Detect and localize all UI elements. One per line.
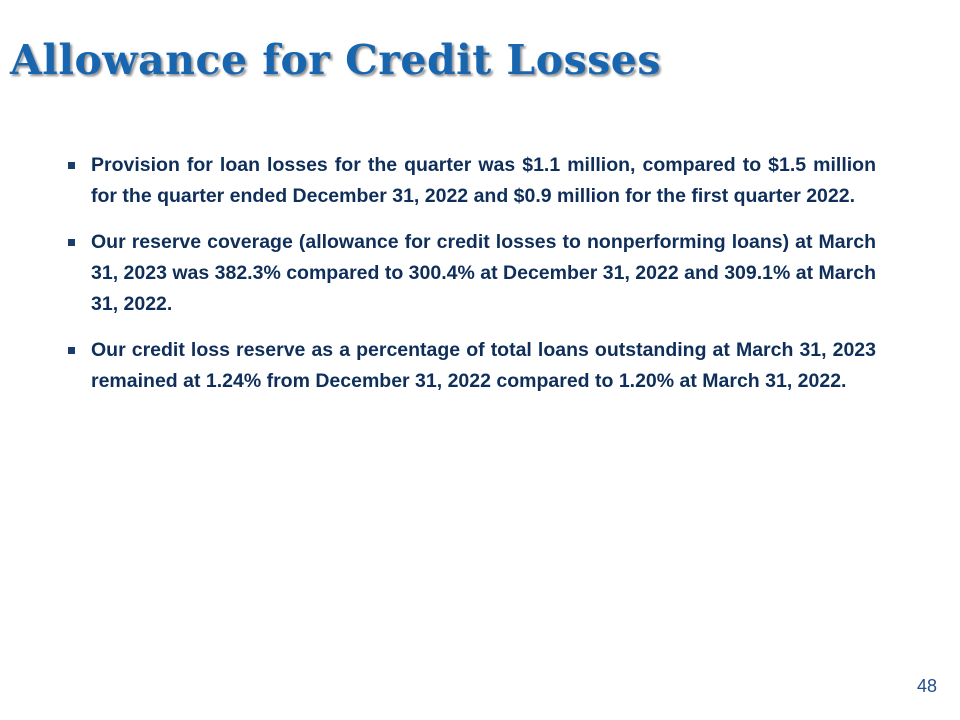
bullet-item <box>66 150 876 212</box>
bullet-item <box>66 227 876 320</box>
bullet-text: Provision for loan losses for the quarter was $1.1 million, compared to $1.5 million for the quarter ended December 31, 2022 and $0.9 million for the first quarter 2022. <box>91 154 876 207</box>
square-bullet-icon <box>68 239 75 246</box>
square-bullet-icon <box>68 162 75 169</box>
page-number: 48 <box>916 676 937 696</box>
square-bullet-icon <box>68 347 75 354</box>
bullet-text: Our credit loss reserve as a percentage of total loans outstanding at March 31, 2023 remained at 1.24% from December 31, 2022 compared to 1.20% at March 31, 2022. <box>91 339 876 392</box>
bullet-item <box>66 335 876 397</box>
slide-title: Allowance for Credit Losses <box>10 36 661 84</box>
bullet-list <box>66 150 876 412</box>
bullet-text: Our reserve coverage (allowance for credit losses to nonperforming loans) at March 31, 2023 was 382.3% compared to 300.4% at December 31, 2022 and 309.1% at March 31, 2022. <box>91 231 876 315</box>
